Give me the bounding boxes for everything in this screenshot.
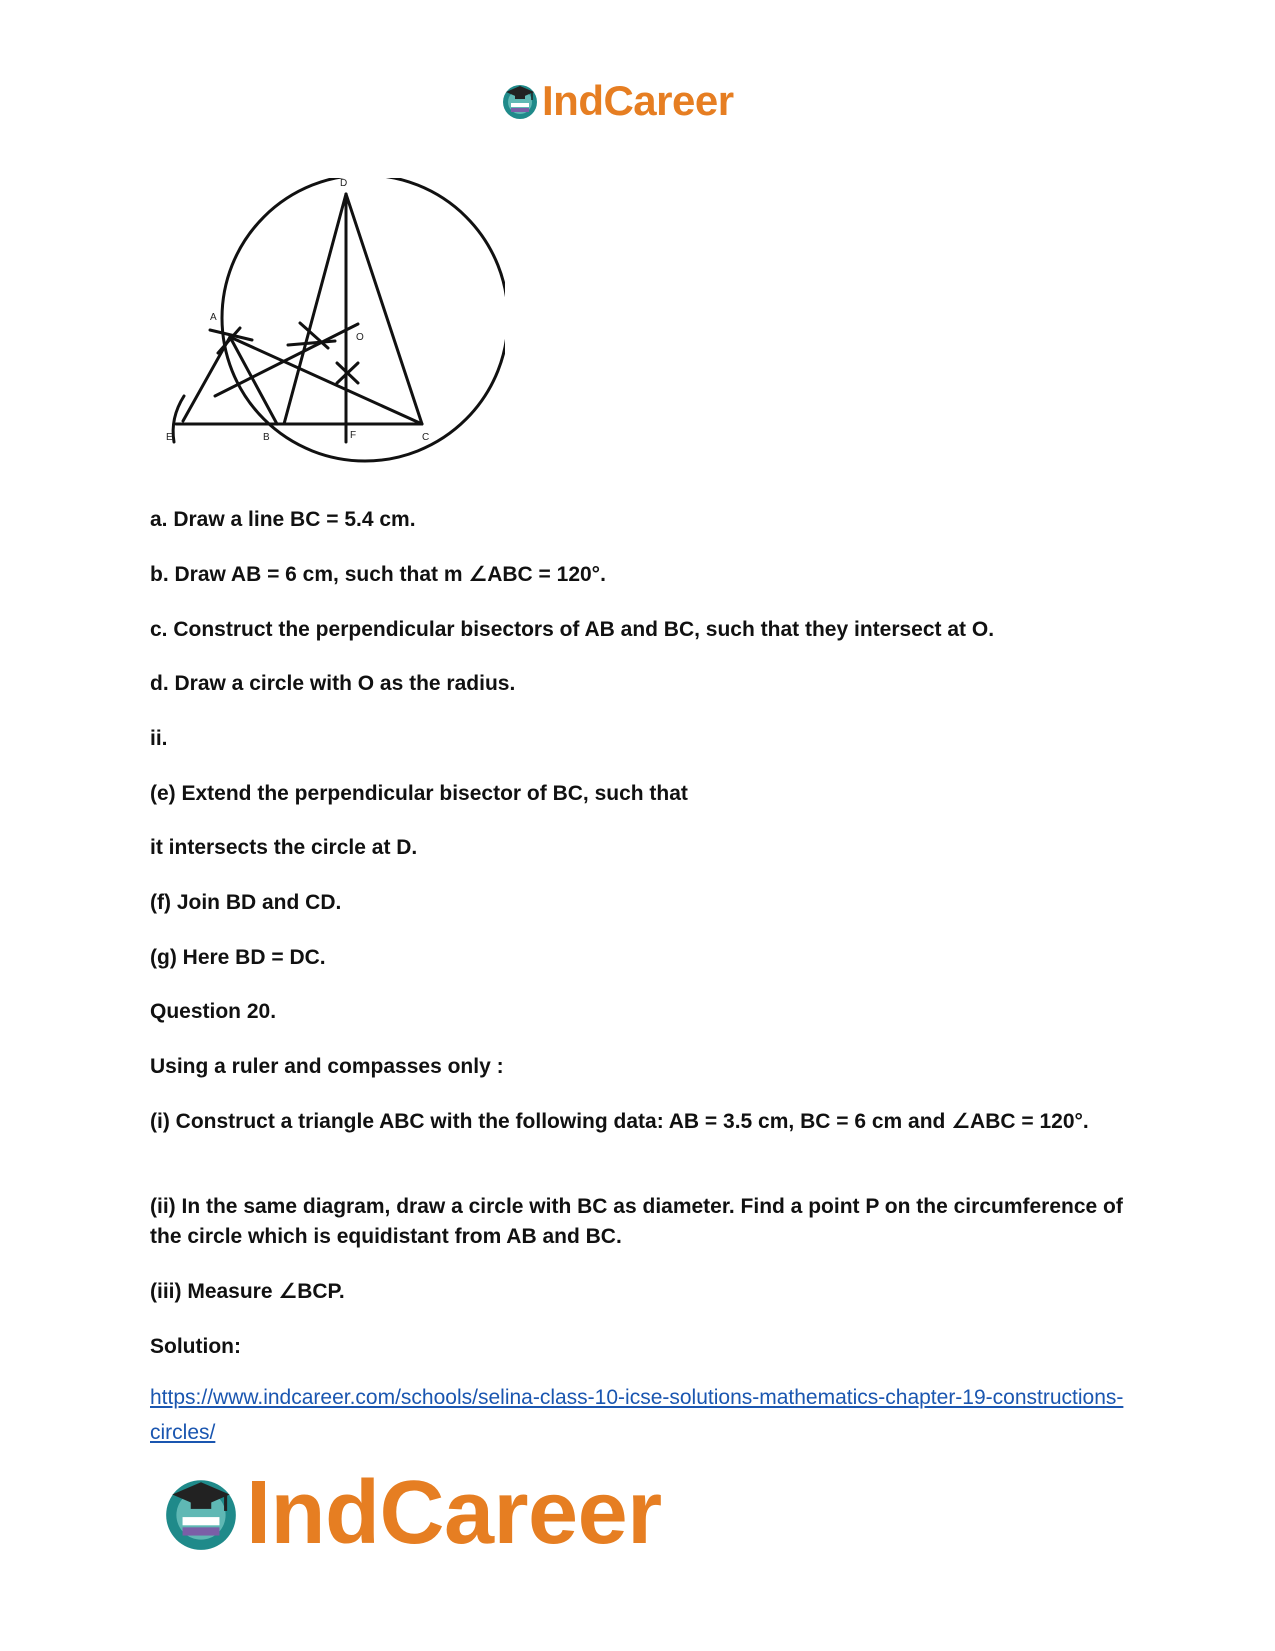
step-g: (g) Here BD = DC. xyxy=(150,946,326,969)
label-e: E xyxy=(166,432,173,443)
label-b: B xyxy=(263,432,270,443)
label-a: A xyxy=(210,312,217,323)
line-dc xyxy=(346,194,422,424)
step-ii: ii. xyxy=(150,727,168,750)
question-part-ii: (ii) In the same diagram, draw a circle with BC as diameter. Find a point P on the circumference of the circle which is equidistant from AB and BC. xyxy=(150,1195,1123,1248)
question-part-i: (i) Construct a triangle ABC with the following data: AB = 3.5 cm, BC = 6 cm and ∠ABC = 120°. xyxy=(150,1110,1089,1133)
line-bd xyxy=(284,194,346,424)
step-c: c. Construct the perpendicular bisectors of AB and BC, such that they intersect at O. xyxy=(150,618,995,641)
graduation-globe-icon xyxy=(160,1472,242,1554)
logo-wordmark: IndCareer xyxy=(542,77,734,124)
solution-label: Solution: xyxy=(150,1335,241,1358)
arc-e xyxy=(173,396,184,442)
construction-diagram xyxy=(160,178,505,478)
step-f: (f) Join BD and CD. xyxy=(150,891,342,914)
step-e: (e) Extend the perpendicular bisector of BC, such that xyxy=(150,782,688,805)
label-o: O xyxy=(356,332,364,343)
step-b: b. Draw AB = 6 cm, such that m ∠ABC = 120°. xyxy=(150,563,606,586)
graduation-globe-icon xyxy=(500,81,540,121)
label-c: C xyxy=(422,432,430,443)
step-a: a. Draw a line BC = 5.4 cm. xyxy=(150,508,416,531)
logo-wordmark: IndCareer xyxy=(246,1463,662,1563)
question-instruction: Using a ruler and compasses only : xyxy=(150,1055,504,1078)
line-ac xyxy=(230,337,422,424)
question-heading: Question 20. xyxy=(150,1000,277,1023)
circumcircle xyxy=(222,178,505,461)
step-e-continued: it intersects the circle at D. xyxy=(150,836,418,859)
label-f: F xyxy=(350,430,357,441)
solution-link[interactable]: https://www.indcareer.com/schools/selina-class-10-icse-solutions-mathematics-chapter-19-constructions-circles/ xyxy=(150,1386,1124,1444)
header-logo xyxy=(500,77,734,124)
step-d: d. Draw a circle with O as the radius. xyxy=(150,672,516,695)
question-part-iii: (iii) Measure ∠BCP. xyxy=(150,1280,345,1303)
footer-logo xyxy=(160,1463,662,1563)
label-d: D xyxy=(340,178,348,189)
